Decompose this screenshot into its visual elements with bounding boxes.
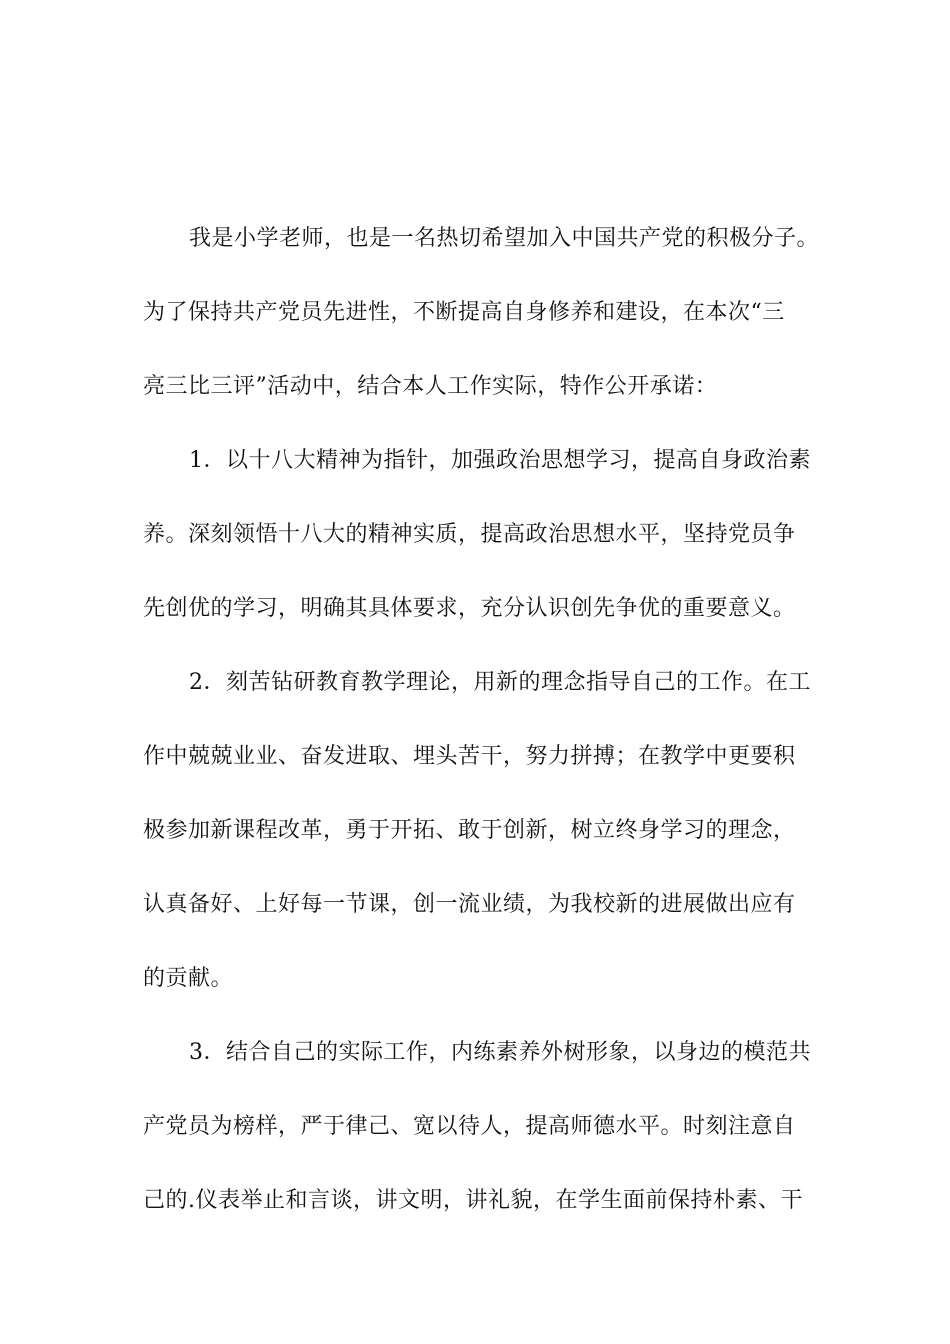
text-line: 3．结合自己的实际工作，内练素养外树形象，以身边的模范共 bbox=[189, 1040, 811, 1065]
text-line: 的贡献。 bbox=[143, 966, 234, 991]
paragraph-item-3 bbox=[143, 1016, 823, 1238]
text-line: 作中兢兢业业、奋发进取、埋头苦干，努力拼搏；在教学中更要积 bbox=[143, 744, 796, 769]
text-line: 先创优的学习，明确其具体要求，充分认识创先争优的重要意义。 bbox=[143, 596, 796, 621]
document-body bbox=[143, 202, 823, 1238]
text-line: 产党员为榜样，严于律己、宽以待人，提高师德水平。时刻注意自 bbox=[143, 1114, 796, 1139]
text-line: 亮三比三评”活动中，结合本人工作实际，特作公开承诺： bbox=[143, 374, 718, 399]
text-line: 2．刻苦钻研教育教学理论，用新的理念指导自己的工作。在工 bbox=[189, 670, 811, 695]
text-line: 极参加新课程改革，勇于开拓、敢于创新，树立终身学习的理念， bbox=[143, 818, 796, 843]
text-line: 为了保持共产党员先进性，不断提高自身修养和建设，在本次“三 bbox=[143, 300, 785, 325]
text-line: 养。深刻领悟十八大的精神实质，提高政治思想水平，坚持党员争 bbox=[143, 522, 796, 547]
text-line: 1．以十八大精神为指针，加强政治思想学习，提高自身政治素 bbox=[189, 448, 811, 473]
text-line: 己的.仪表举止和言谈，讲文明，讲礼貌，在学生面前保持朴素、干 bbox=[143, 1188, 803, 1213]
paragraph-item-2 bbox=[143, 646, 823, 1016]
text-line: 我是小学老师，也是一名热切希望加入中国共产党的积极分子。 bbox=[189, 226, 820, 251]
paragraph-item-1 bbox=[143, 424, 823, 646]
paragraph-intro bbox=[143, 202, 823, 424]
text-line: 认真备好、上好每一节课，创一流业绩，为我校新的进展做出应有 bbox=[143, 892, 796, 917]
